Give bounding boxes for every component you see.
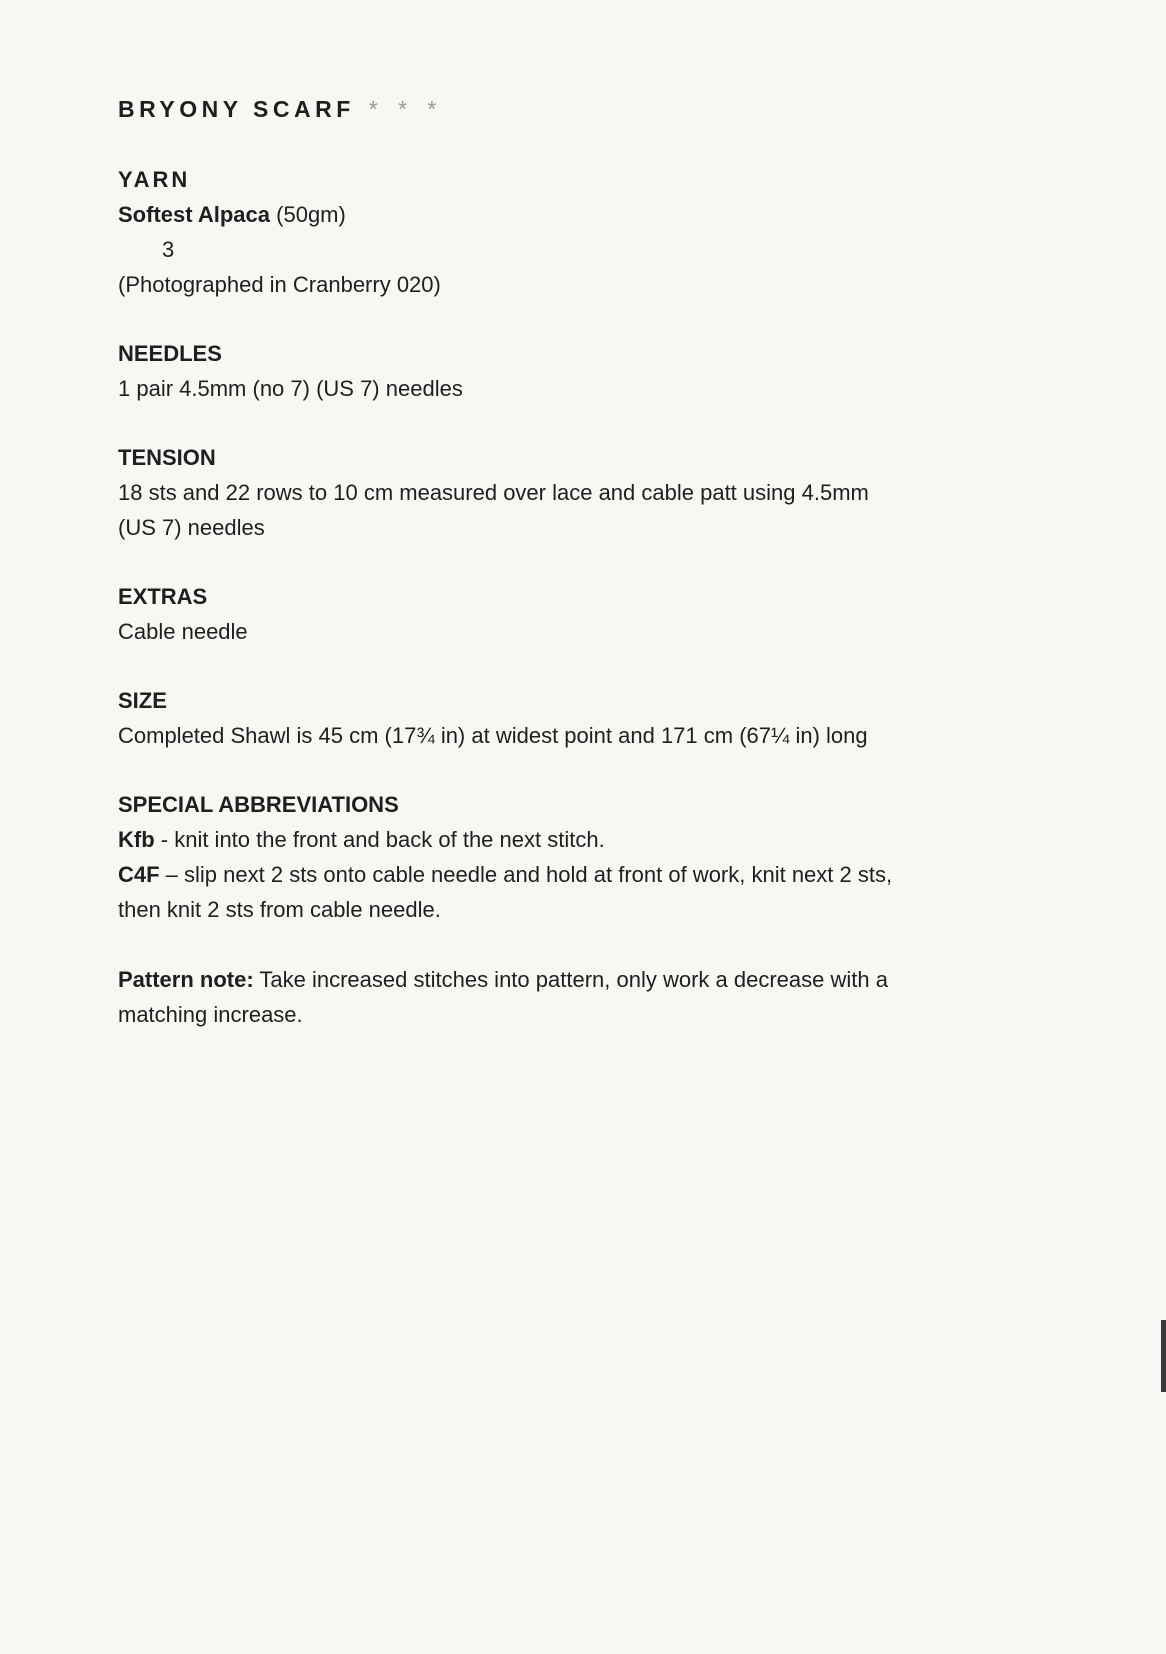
tension-line-1: 18 sts and 22 rows to 10 cm measured over lace and cable patt using 4.5mm [118,480,869,505]
title-row [118,96,1018,123]
c4f-definition: – slip next 2 sts onto cable needle and hold at front of work, knit next 2 sts, [159,862,893,887]
pattern-title: BRYONY SCARF [118,96,355,122]
yarn-photographed: (Photographed in Cranberry 020) [118,272,441,297]
pattern-note-label: Pattern note: [118,967,254,992]
abbreviations-section [118,788,1018,927]
needles-section [118,337,1018,406]
pattern-note-line-1 [118,962,1018,997]
abbreviation-c4f [118,857,1018,892]
tension-section [118,441,1018,545]
pattern-note-section [118,962,1018,1032]
c4f-definition-continued: then knit 2 sts from cable needle. [118,897,441,922]
pattern-note-text: Take increased stitches into pattern, only work a decrease with a [253,967,888,992]
tension-heading: TENSION [118,445,216,470]
extras-heading: EXTRAS [118,584,208,609]
pattern-content [118,96,1018,1067]
c4f-term: C4F [118,862,160,887]
yarn-name: Softest Alpaca [118,202,271,227]
yarn-quantity: 3 [162,237,175,262]
yarn-heading: YARN [118,167,191,192]
abbreviations-heading: SPECIAL ABBREVIATIONS [118,792,399,817]
extras-section [118,580,1018,649]
needles-text: 1 pair 4.5mm (no 7) (US 7) needles [118,376,463,401]
yarn-name-line [118,197,1018,232]
kfb-definition: - knit into the front and back of the next stitch. [154,827,605,852]
pattern-note-line-2: matching increase. [118,1002,303,1027]
size-text: Completed Shawl is 45 cm (17¾ in) at widest point and 171 cm (67¼ in) long [118,723,868,748]
extras-text: Cable needle [118,619,248,644]
size-section [118,684,1018,753]
kfb-term: Kfb [118,827,155,852]
abbreviation-kfb [118,822,1018,857]
tension-line-2: (US 7) needles [118,515,265,540]
page-edge-marker [1161,1320,1166,1392]
needles-heading: NEEDLES [118,341,222,366]
yarn-section [118,163,1018,302]
size-heading: SIZE [118,688,167,713]
difficulty-rating: * * * [368,96,444,122]
yarn-weight: (50gm) [276,202,346,227]
